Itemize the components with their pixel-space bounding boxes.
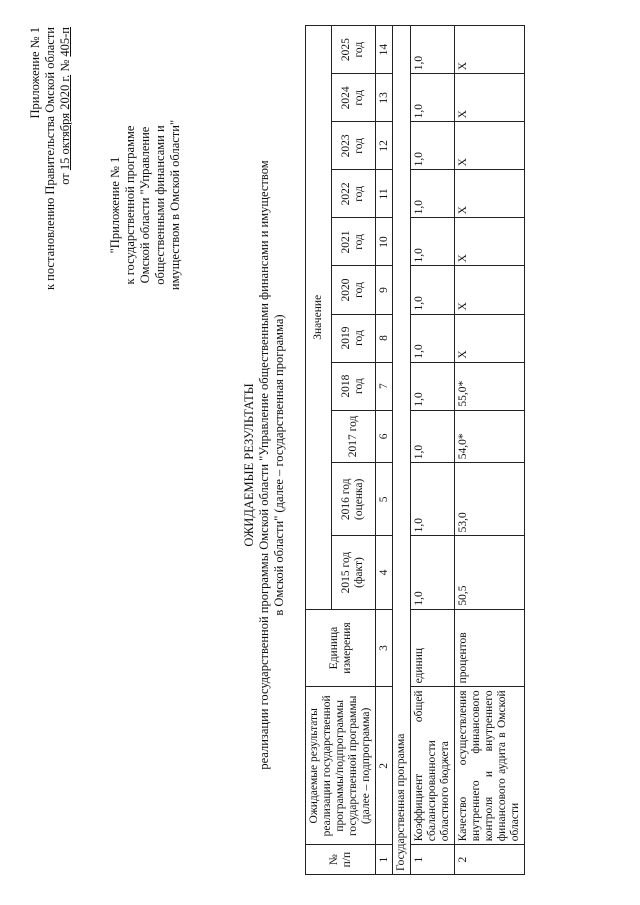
row-value: 55,0* xyxy=(455,362,525,410)
header-year: 2016 год (оценка) xyxy=(331,463,375,536)
row-unit: процентов xyxy=(455,609,525,687)
header-year: 2025 год xyxy=(331,26,375,74)
header-result: Ожидаемые результаты реализации государственной программы/подпрограммы государственной программы (далее – подпрограмма) xyxy=(306,687,376,845)
appendix-line3: от 15 октября 2020 г. № 405-п xyxy=(58,27,72,185)
row-value: 50,5 xyxy=(455,536,525,609)
header-year: 2021 год xyxy=(331,218,375,266)
row-value: 1,0 xyxy=(411,536,455,609)
row-value: 1,0 xyxy=(411,362,455,410)
appendix-date: 15 октября 2020 г. xyxy=(58,74,72,171)
row-value: X xyxy=(455,122,525,170)
row-value: 1,0 xyxy=(411,266,455,314)
column-number-row xyxy=(376,26,393,875)
row-indicator: Качество осуществления внутреннего финансового контроля и внутреннего финансового аудита в Омской области xyxy=(455,687,525,845)
column-number: 14 xyxy=(376,26,393,74)
appendix-line1: Приложение № 1 xyxy=(28,27,42,119)
column-number: 12 xyxy=(376,122,393,170)
header-year: 2018 год xyxy=(331,362,375,410)
row-num: 1 xyxy=(411,845,455,875)
column-number: 11 xyxy=(376,170,393,218)
header-year: 2022 год xyxy=(331,170,375,218)
document-title xyxy=(242,155,287,775)
row-value: 1,0 xyxy=(411,26,455,74)
header-year: 2023 год xyxy=(331,122,375,170)
section-title: Государственная программа xyxy=(393,26,411,875)
column-number: 8 xyxy=(376,314,393,362)
header-year: 2024 год xyxy=(331,74,375,122)
row-value: 1,0 xyxy=(411,74,455,122)
row-value: 1,0 xyxy=(411,122,455,170)
column-number: 6 xyxy=(376,410,393,463)
section-row xyxy=(393,26,411,875)
table-row xyxy=(411,26,455,875)
header-year: 2015 год (факт) xyxy=(331,536,375,609)
row-value: 54,0* xyxy=(455,410,525,463)
title-line2: в Омской области" (далее – государственная программа) xyxy=(272,314,286,616)
row-value: X xyxy=(455,314,525,362)
column-number: 10 xyxy=(376,218,393,266)
appendix-header xyxy=(28,27,73,290)
row-value: 1,0 xyxy=(411,314,455,362)
row-value: X xyxy=(455,26,525,74)
row-indicator: Коэффициент общей сбалансированности областного бюджета xyxy=(411,687,455,845)
header-year: 2020 год xyxy=(331,266,375,314)
row-unit: единиц xyxy=(411,609,455,687)
row-value: X xyxy=(455,170,525,218)
title-heading: ОЖИДАЕМЫЕ РЕЗУЛЬТАТЫ xyxy=(242,383,256,547)
column-number: 7 xyxy=(376,362,393,410)
table-row xyxy=(455,26,525,875)
program-quote-block xyxy=(108,115,183,295)
quote-line: Омской области "Управление xyxy=(138,126,152,284)
appendix-line2: к постановлению Правительства Омской области xyxy=(43,27,57,291)
row-value: 53,0 xyxy=(455,463,525,536)
quote-line: общественными финансами и xyxy=(153,125,167,285)
header-num: № п/п xyxy=(306,845,376,875)
column-number: 5 xyxy=(376,463,393,536)
header-year: 2019 год xyxy=(331,314,375,362)
row-value: X xyxy=(455,266,525,314)
quote-line: "Приложение № 1 xyxy=(108,156,122,254)
header-unit: Единица измерения xyxy=(306,609,376,687)
column-number: 1 xyxy=(376,845,393,875)
header-year: 2017 год xyxy=(331,410,375,463)
row-value: 1,0 xyxy=(411,170,455,218)
appendix-number: 405-п xyxy=(58,27,72,57)
row-value: 1,0 xyxy=(411,218,455,266)
column-number: 2 xyxy=(376,687,393,845)
row-value: 1,0 xyxy=(411,410,455,463)
quote-line: имуществом в Омской области" xyxy=(168,119,182,291)
column-number: 3 xyxy=(376,609,393,687)
row-value: X xyxy=(455,218,525,266)
column-number: 9 xyxy=(376,266,393,314)
column-number: 4 xyxy=(376,536,393,609)
row-value: X xyxy=(455,74,525,122)
quote-line: к государственной программе xyxy=(123,125,137,285)
table-header-row xyxy=(306,26,332,875)
row-num: 2 xyxy=(455,845,525,875)
column-number: 13 xyxy=(376,74,393,122)
title-line1: реализации государственной программы Омской области "Управление общественными финансами и имуществом xyxy=(257,160,271,770)
header-value: Значение xyxy=(306,26,332,610)
row-value: 1,0 xyxy=(411,463,455,536)
results-table xyxy=(305,25,525,875)
